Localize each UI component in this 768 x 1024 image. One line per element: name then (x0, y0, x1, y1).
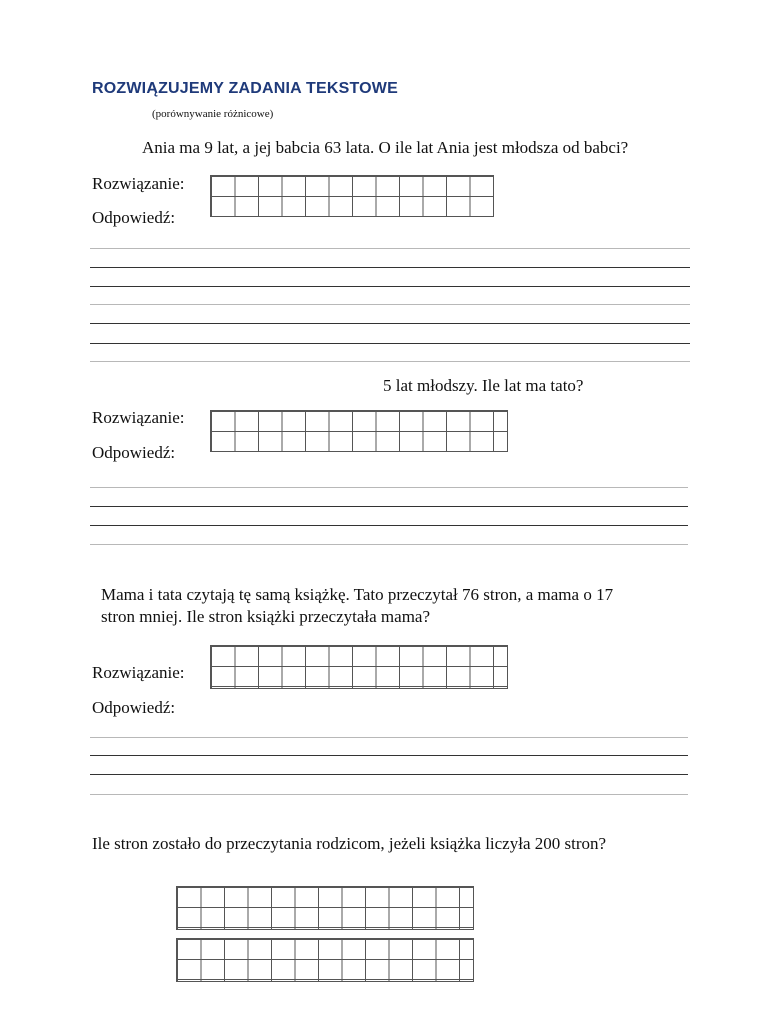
answer-line[interactable] (90, 248, 690, 249)
page-subtitle: (porównywanie różnicowe) (152, 108, 274, 120)
task-3-text-line-1: Mama i tata czytają tę samą książkę. Tato przeczytał 76 stron, a mama o 17 (101, 585, 614, 604)
answer-line[interactable] (90, 774, 688, 775)
answer-line[interactable] (90, 794, 688, 795)
answer-line[interactable] (90, 755, 688, 756)
task-1-solution-label: Rozwiązanie: (92, 174, 185, 193)
answer-line[interactable] (90, 323, 690, 324)
task-2-text: 5 lat młodszy. Ile lat ma tato? (383, 376, 584, 395)
task-1-answer-label: Odpowiedź: (92, 208, 176, 227)
task-4-text: Ile stron zostało do przeczytania rodzicom, jeżeli książka liczyła 200 stron? (92, 834, 607, 853)
task-3-solution-grid[interactable] (210, 645, 508, 689)
answer-line[interactable] (90, 343, 690, 344)
task-2-solution-label: Rozwiązanie: (92, 408, 185, 427)
task-3-solution-label: Rozwiązanie: (92, 663, 185, 682)
task-1-text: Ania ma 9 lat, a jej babcia 63 lata. O ile lat Ania jest młodsza od babci? (142, 138, 629, 157)
answer-line[interactable] (90, 487, 688, 488)
task-2-solution-grid[interactable] (210, 410, 508, 452)
answer-line[interactable] (90, 267, 690, 268)
task-2-answer-label: Odpowiedź: (92, 443, 176, 462)
task-1-solution-grid[interactable] (210, 175, 494, 217)
answer-line[interactable] (90, 525, 688, 526)
task-4-solution-grid-2[interactable] (176, 938, 474, 982)
task-4-solution-grid-1[interactable] (176, 886, 474, 930)
answer-line[interactable] (90, 304, 690, 305)
answer-line[interactable] (90, 506, 688, 507)
answer-line[interactable] (90, 361, 690, 362)
task-3-answer-label: Odpowiedź: (92, 698, 176, 717)
answer-line[interactable] (90, 544, 688, 545)
answer-line[interactable] (90, 286, 690, 287)
answer-line[interactable] (90, 737, 688, 738)
task-3-text-line-2: stron mniej. Ile stron książki przeczytała mama? (101, 607, 431, 626)
page-title: ROZWIĄZUJEMY ZADANIA TEKSTOWE (92, 80, 398, 97)
